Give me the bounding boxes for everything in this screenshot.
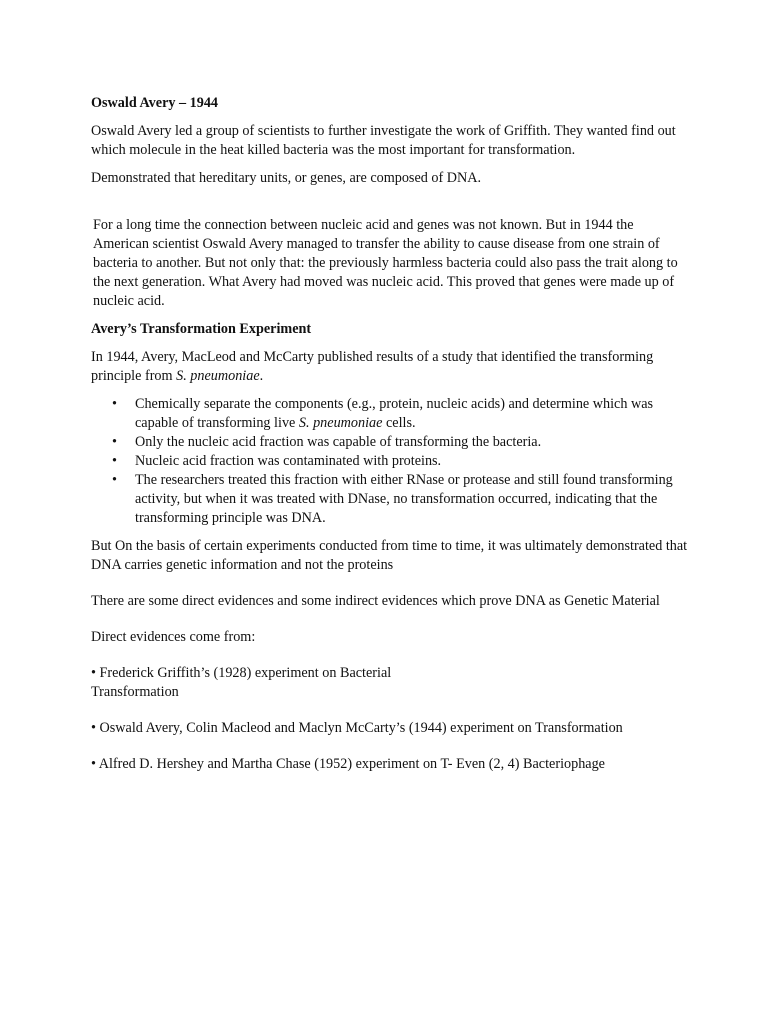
list-item-text: Only the nucleic acid fraction was capable of transforming the bacteria.: [135, 434, 542, 450]
direct-evidence-heading: Direct evidences come from:: [91, 629, 256, 645]
list-item: [112, 471, 691, 528]
document-page: [91, 94, 691, 791]
section-heading: Avery’s Transformation Experiment: [91, 321, 312, 337]
species-name: S. pneumoniae: [298, 415, 383, 431]
list-item-text: Nucleic acid fraction was contaminated with proteins.: [135, 453, 442, 469]
list-item: [112, 452, 691, 471]
genes-dna-paragraph: Demonstrated that hereditary units, or genes, are composed of DNA.: [91, 170, 482, 186]
study-text: In 1944, Avery, MacLeod and McCarty published results of a study that identified the transforming principle from: [91, 349, 654, 384]
bullet-marker: •: [112, 434, 117, 450]
evidence-item-text-cont: Transformation: [91, 684, 179, 700]
bullet-marker: •: [112, 472, 117, 488]
evidence-item-griffith: [91, 664, 691, 702]
species-name: S. pneumoniae: [176, 368, 260, 384]
bullet-marker: •: [112, 453, 117, 469]
evidence-item-avery: • Oswald Avery, Colin Macleod and Maclyn McCarty’s (1944) experiment on Transformation: [91, 720, 623, 736]
bullet-marker: •: [112, 396, 117, 412]
list-item-text: Chemically separate the components (e.g., protein, nucleic acids) and determine which was capable of transforming live: [135, 396, 654, 431]
history-paragraph: [91, 216, 691, 311]
conclusion-paragraph: But On the basis of certain experiments conducted from time to time, it was ultimately demonstrated that DNA carries genetic information and not the proteins: [91, 538, 688, 573]
list-item: [112, 395, 691, 433]
study-text-end: .: [259, 368, 264, 384]
experiment-steps-list: [91, 395, 691, 528]
page-title: Oswald Avery – 1944: [91, 95, 219, 111]
study-paragraph: [91, 348, 691, 386]
evidence-intro-paragraph: There are some direct evidences and some indirect evidences which prove DNA as Genetic Material: [91, 593, 660, 609]
history-text: For a long time the connection between nucleic acid and genes was not known. But in 1944 the American scientist Oswald Avery managed to transfer the ability to cause disease from one strain of bacteria to another. But not only that: the previously harmless bacteria could also pass the trait along to the next generation. What Avery had moved was nucleic acid. This proved that genes were made up of nucleic acid.: [93, 217, 678, 309]
list-item-text-end: cells.: [382, 415, 416, 431]
list-item-text: The researchers treated this fraction with either RNase or protease and still found transforming activity, but when it was treated with DNase, no transformation occurred, indicating that the transforming principle was DNA.: [135, 472, 673, 526]
evidence-item-text: • Frederick Griffith’s (1928) experiment on Bacterial: [91, 665, 392, 681]
evidence-item-hershey-chase: • Alfred D. Hershey and Martha Chase (1952) experiment on T- Even (2, 4) Bacteriophage: [91, 756, 605, 772]
intro-paragraph: Oswald Avery led a group of scientists to further investigate the work of Griffith. They wanted find out which molecule in the heat killed bacteria was the most important for transformation.: [91, 123, 676, 158]
list-item: [112, 433, 691, 452]
